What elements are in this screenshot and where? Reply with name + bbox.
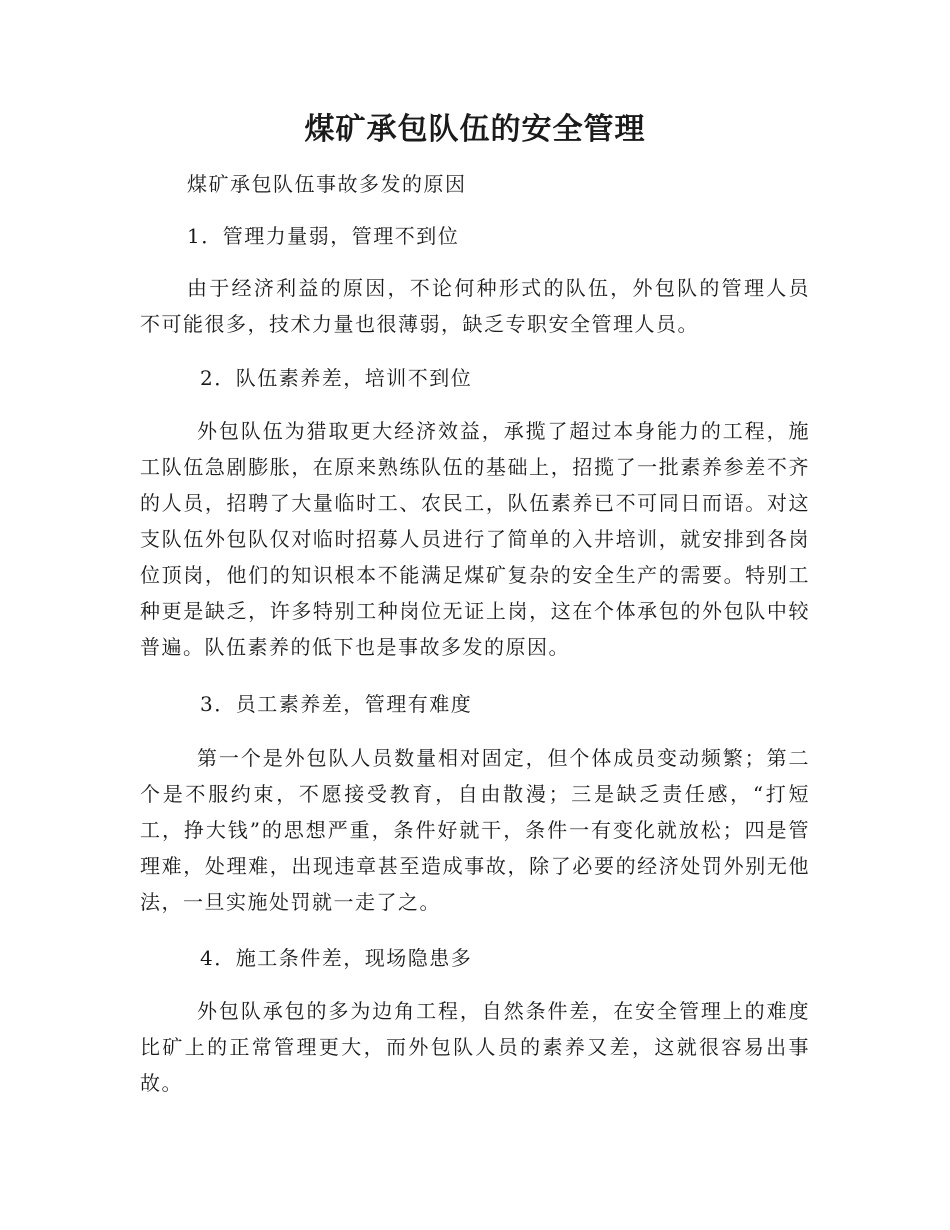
section-heading-1: 1．管理力量弱，管理不到位 <box>187 224 460 248</box>
section-heading-4: 4．施工条件差，现场隐患多 <box>200 946 473 970</box>
section-paragraph-1: 由于经济利益的原因，不论何种形式的队伍，外包队的管理人员不可能很多，技术力量也很薄弱，缺乏专职安全管理人员。 <box>140 276 810 336</box>
document-title: 煤矿承包队伍的安全管理 <box>304 112 646 147</box>
section-heading-3: 3．员工素养差，管理有难度 <box>200 692 473 716</box>
section-paragraph-4: 外包队承包的多为边角工程，自然条件差，在安全管理上的难度比矿上的正常管理更大，而外包队人员的素养又差，这就很容易出事故。 <box>140 999 810 1095</box>
section-paragraph-2: 外包队伍为猎取更大经济效益，承揽了超过本身能力的工程，施工队伍急剧膨胀，在原来熟练队伍的基础上，招揽了一批素养参差不齐的人员，招聘了大量临时工、农民工，队伍素养已不可同日而语。对这支队伍外包队仅对临时招募人员进行了简单的入井培训，就安排到各岗位顶岗，他们的知识根本不能满足煤矿复杂的安全生产的需要。特别工种更是缺乏，许多特别工种岗位无证上岗，这在个体承包的外包队中较普遍。队伍素养的低下也是事故多发的原因。 <box>140 419 810 659</box>
document-subtitle: 煤矿承包队伍事故多发的原因 <box>187 172 467 196</box>
section-heading-2: 2．队伍素养差，培训不到位 <box>200 366 473 390</box>
section-paragraph-3: 第一个是外包队人员数量相对固定，但个体成员变动频繁；第二个是不服约束，不愿接受教育，自由散漫；三是缺乏责任感，“打短工，挣大钱”的思想严重，条件好就干，条件一有变化就放松；四是管理难，处理难，出现违章甚至造成事故，除了必要的经济处罚外别无他法，一旦实施处罚就一走了之。 <box>140 746 810 914</box>
